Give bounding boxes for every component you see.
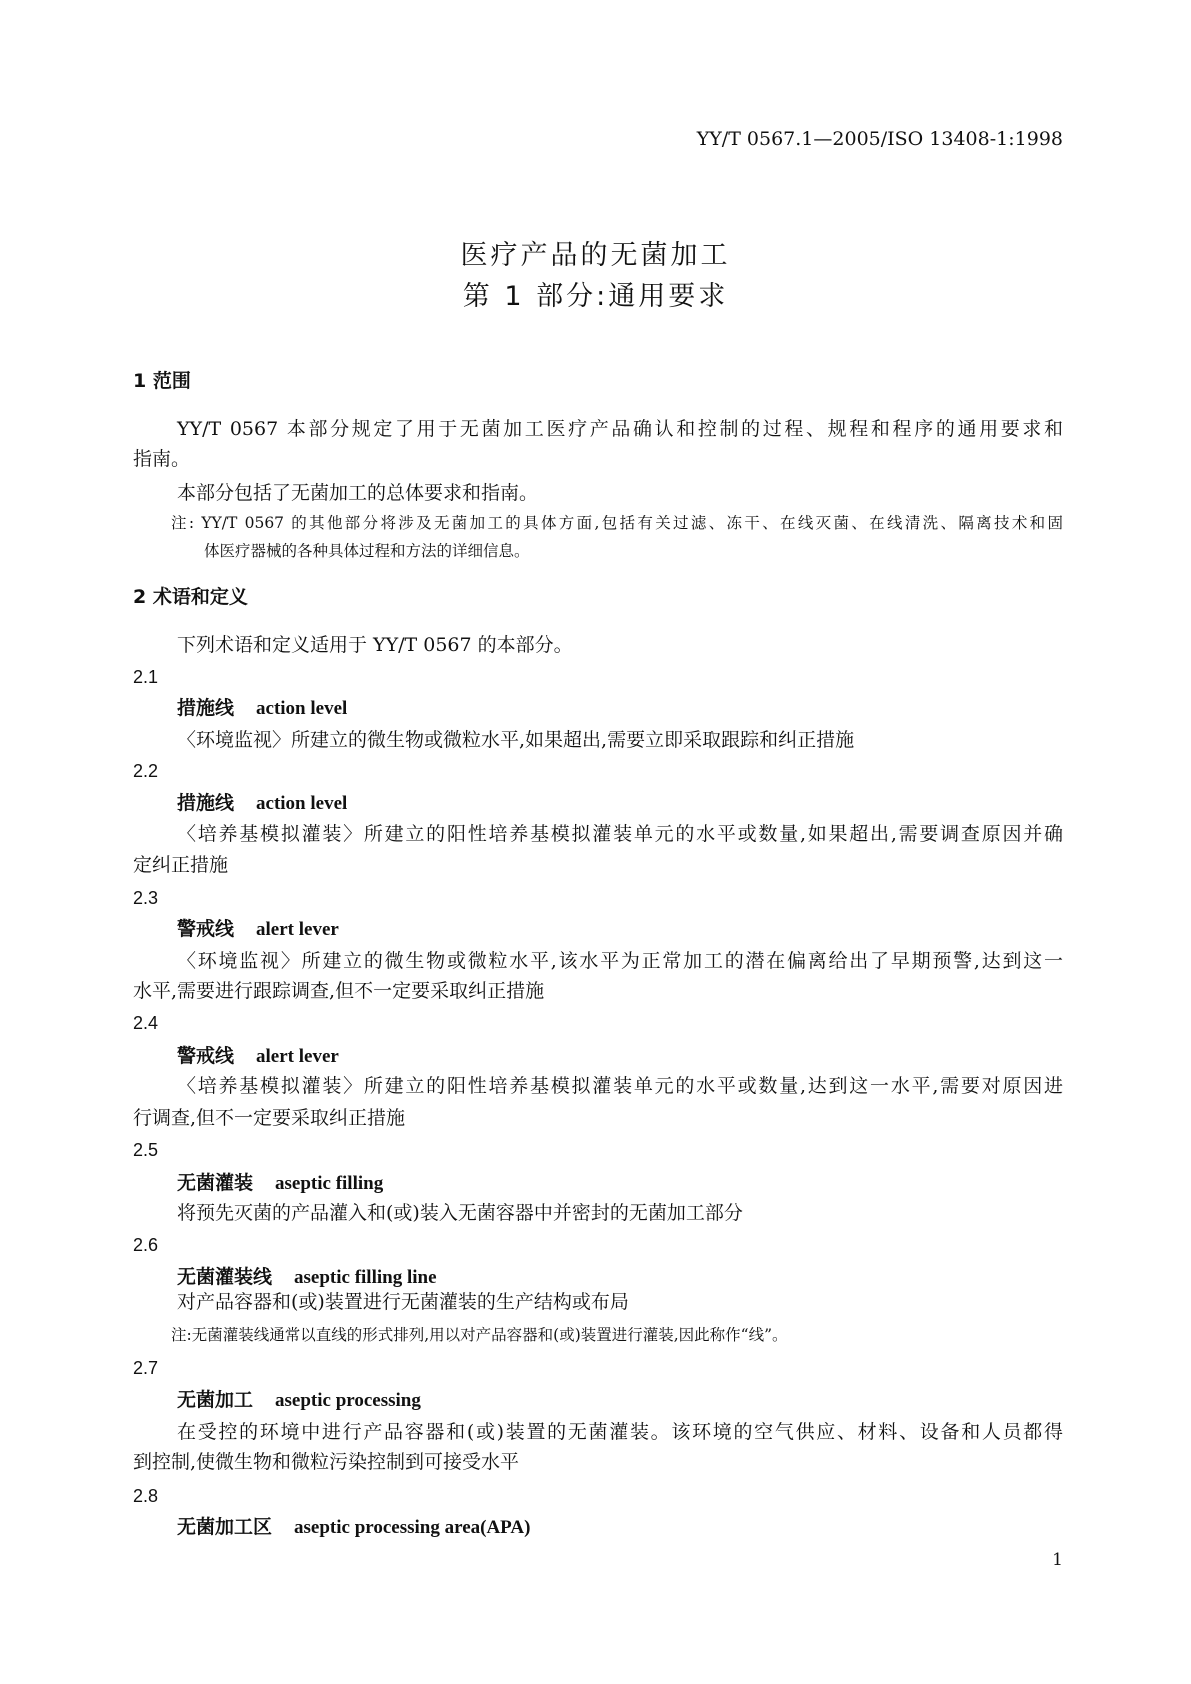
term-zh: 无菌灌装线 xyxy=(177,1266,273,1288)
scope-note-line: 注: YY/T 0567 的其他部分将涉及无菌加工的具体方面,包括有关过滤、冻干、在线灭菌、在线清洗、隔离技术和固 xyxy=(171,514,1063,532)
term-number: 2.2 xyxy=(133,761,159,781)
term-definition: 〈环境监视〉所建立的微生物或微粒水平,如果超出,需要立即采取跟踪和纠正措施 xyxy=(177,729,855,751)
term-zh: 警戒线 xyxy=(177,1045,235,1067)
term-definition: 对产品容器和(或)装置进行无菌灌装的生产结构或布局 xyxy=(177,1291,629,1313)
term-zh: 措施线 xyxy=(177,792,235,814)
term-number: 2.3 xyxy=(133,888,159,908)
term-number: 2.7 xyxy=(133,1358,159,1378)
term-definition: 〈培养基模拟灌装〉所建立的阳性培养基模拟灌装单元的水平或数量,达到这一水平,需要对原因进 xyxy=(177,1075,1063,1097)
term-zh: 措施线 xyxy=(177,697,235,719)
term-heading xyxy=(177,1265,437,1290)
term-number: 2.4 xyxy=(133,1013,159,1033)
section-2-intro: 下列术语和定义适用于 YY/T 0567 的本部分。 xyxy=(177,634,573,656)
term-en: aseptic filling xyxy=(275,1173,384,1194)
term-heading xyxy=(177,791,347,816)
term-zh: 无菌灌装 xyxy=(177,1172,254,1194)
term-en: alert lever xyxy=(256,1046,339,1067)
term-en: action level xyxy=(256,698,348,719)
term-definition: 行调查,但不一定要采取纠正措施 xyxy=(133,1107,406,1129)
term-en: aseptic processing xyxy=(275,1390,421,1411)
term-en: alert lever xyxy=(256,919,339,940)
section-1-heading: 1 范围 xyxy=(133,370,191,392)
scope-note-line: 体医疗器械的各种具体过程和方法的详细信息。 xyxy=(204,542,530,560)
term-zh: 无菌加工 xyxy=(177,1389,254,1411)
term-heading xyxy=(177,696,347,721)
term-heading xyxy=(177,1515,530,1540)
term-definition: 到控制,使微生物和微粒污染控制到可接受水平 xyxy=(133,1451,520,1473)
scope-paragraph-line: YY/T 0567 本部分规定了用于无菌加工医疗产品确认和控制的过程、规程和程序的通用要求和 xyxy=(177,418,1063,440)
term-definition: 〈环境监视〉所建立的微生物或微粒水平,该水平为正常加工的潜在偏离给出了早期预警,达到这一 xyxy=(177,950,1063,972)
term-number: 2.8 xyxy=(133,1486,159,1506)
standard-code-header xyxy=(697,127,1063,151)
term-en: aseptic processing area(APA) xyxy=(294,1517,531,1538)
term-en: action level xyxy=(256,793,348,814)
term-definition: 水平,需要进行跟踪调查,但不一定要采取纠正措施 xyxy=(133,980,545,1002)
term-zh: 警戒线 xyxy=(177,918,235,940)
term-en: aseptic filling line xyxy=(294,1267,437,1288)
term-number: 2.6 xyxy=(133,1235,159,1255)
term-note: 注:无菌灌装线通常以直线的形式排列,用以对产品容器和(或)装置进行灌装,因此称作“线”。 xyxy=(171,1326,788,1344)
section-2-heading: 2 术语和定义 xyxy=(133,586,248,608)
term-definition: 〈培养基模拟灌装〉所建立的阳性培养基模拟灌装单元的水平或数量,如果超出,需要调查原因并确 xyxy=(177,823,1063,845)
term-number: 2.5 xyxy=(133,1140,159,1160)
term-definition: 在受控的环境中进行产品容器和(或)装置的无菌灌装。该环境的空气供应、材料、设备和人员都得 xyxy=(177,1421,1063,1443)
document-subtitle: 第 1 部分:通用要求 xyxy=(462,281,729,312)
scope-paragraph: 本部分包括了无菌加工的总体要求和指南。 xyxy=(177,482,539,504)
term-heading xyxy=(177,1388,421,1413)
standard-code-text: YY/T 0567.1—2005/ISO 13408-1:1998 xyxy=(696,128,1063,150)
page-number: 1 xyxy=(1052,1550,1063,1570)
term-definition: 定纠正措施 xyxy=(133,854,229,876)
term-number: 2.1 xyxy=(133,667,159,687)
term-heading xyxy=(177,1171,383,1196)
term-zh: 无菌加工区 xyxy=(177,1516,273,1538)
document-title: 医疗产品的无菌加工 xyxy=(460,240,731,271)
term-heading xyxy=(177,917,339,942)
scope-paragraph-line: 指南。 xyxy=(133,448,191,470)
term-definition: 将预先灭菌的产品灌入和(或)装入无菌容器中并密封的无菌加工部分 xyxy=(177,1202,743,1224)
term-heading xyxy=(177,1044,339,1069)
